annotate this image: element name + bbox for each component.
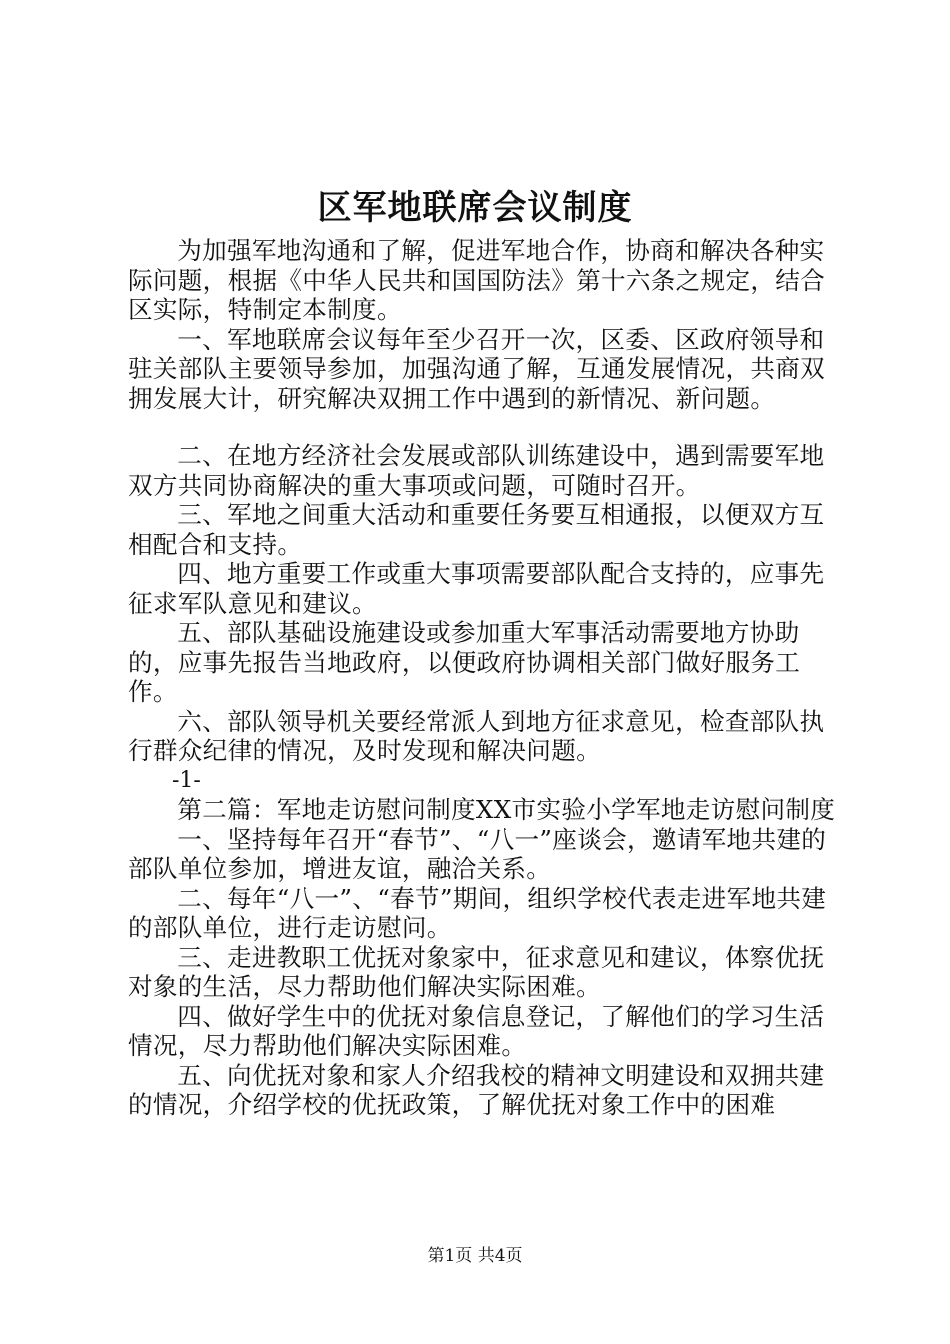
document-title: 区军地联席会议制度 xyxy=(317,188,633,228)
paragraph-item-3: 三、军地之间重大活动和重要任务要互相通报，以便双方互相配合和支持。 xyxy=(128,500,825,559)
paragraph-item-2: 二、在地方经济社会发展或部队训练建设中，遇到需要军地双方共同协商解决的重大事项或问题，可随时召开。 xyxy=(128,441,825,500)
document-body xyxy=(128,236,838,1120)
paragraph-item-1: 一、军地联席会议每年至少召开一次，区委、区政府领导和驻关部队主要领导参加，加强沟通了解，互通发展情况，共商双拥发展大计，研究解决双拥工作中遇到的新情况、新问题。 xyxy=(128,324,826,413)
paragraph-item-4: 四、地方重要工作或重大事项需要部队配合支持的，应事先征求军队意见和建议。 xyxy=(128,559,825,618)
paragraph-second-item-4: 四、做好学生中的优抚对象信息登记，了解他们的学习生活情况，尽力帮助他们解决实际困难。 xyxy=(128,1001,825,1060)
paragraph-second-item-3: 三、走进教职工优抚对象家中，征求意见和建议，体察优抚对象的生活，尽力帮助他们解决实际困难。 xyxy=(128,942,825,1001)
paragraph-intro: 为加强军地沟通和了解，促进军地合作，协商和解决各种实际问题，根据《中华人民共和国国防法》第十六条之规定，结合区实际，特制定本制度。 xyxy=(128,236,826,324)
inline-page-marker: -1- xyxy=(172,767,201,793)
paragraph-second-item-1: 一、坚持每年召开“春节”、“八一”座谈会，邀请军地共建的部队单位参加，增进友谊，融洽关系。 xyxy=(128,824,827,883)
paragraph-second-item-5: 五、向优抚对象和家人介绍我校的精神文明建设和双拥共建的情况，介绍学校的优抚政策，了解优抚对象工作中的困难 xyxy=(128,1060,825,1119)
page-footer: 第1页 共4页 xyxy=(427,1246,523,1266)
section-heading-second: 第二篇：军地走访慰问制度XX市实验小学军地走访慰问制度 xyxy=(177,795,836,824)
paragraph-item-5: 五、部队基础设施建设或参加重大军事活动需要地方协助的，应事先报告当地政府，以便政府协调相关部门做好服务工作。 xyxy=(128,618,801,706)
paragraph-second-item-2: 二、每年“八一”、“春节”期间，组织学校代表走进军地共建的部队单位，进行走访慰问。 xyxy=(128,883,827,942)
paragraph-item-6: 六、部队领导机关要经常派人到地方征求意见，检查部队执行群众纪律的情况，及时发现和解决问题。 xyxy=(128,706,825,765)
